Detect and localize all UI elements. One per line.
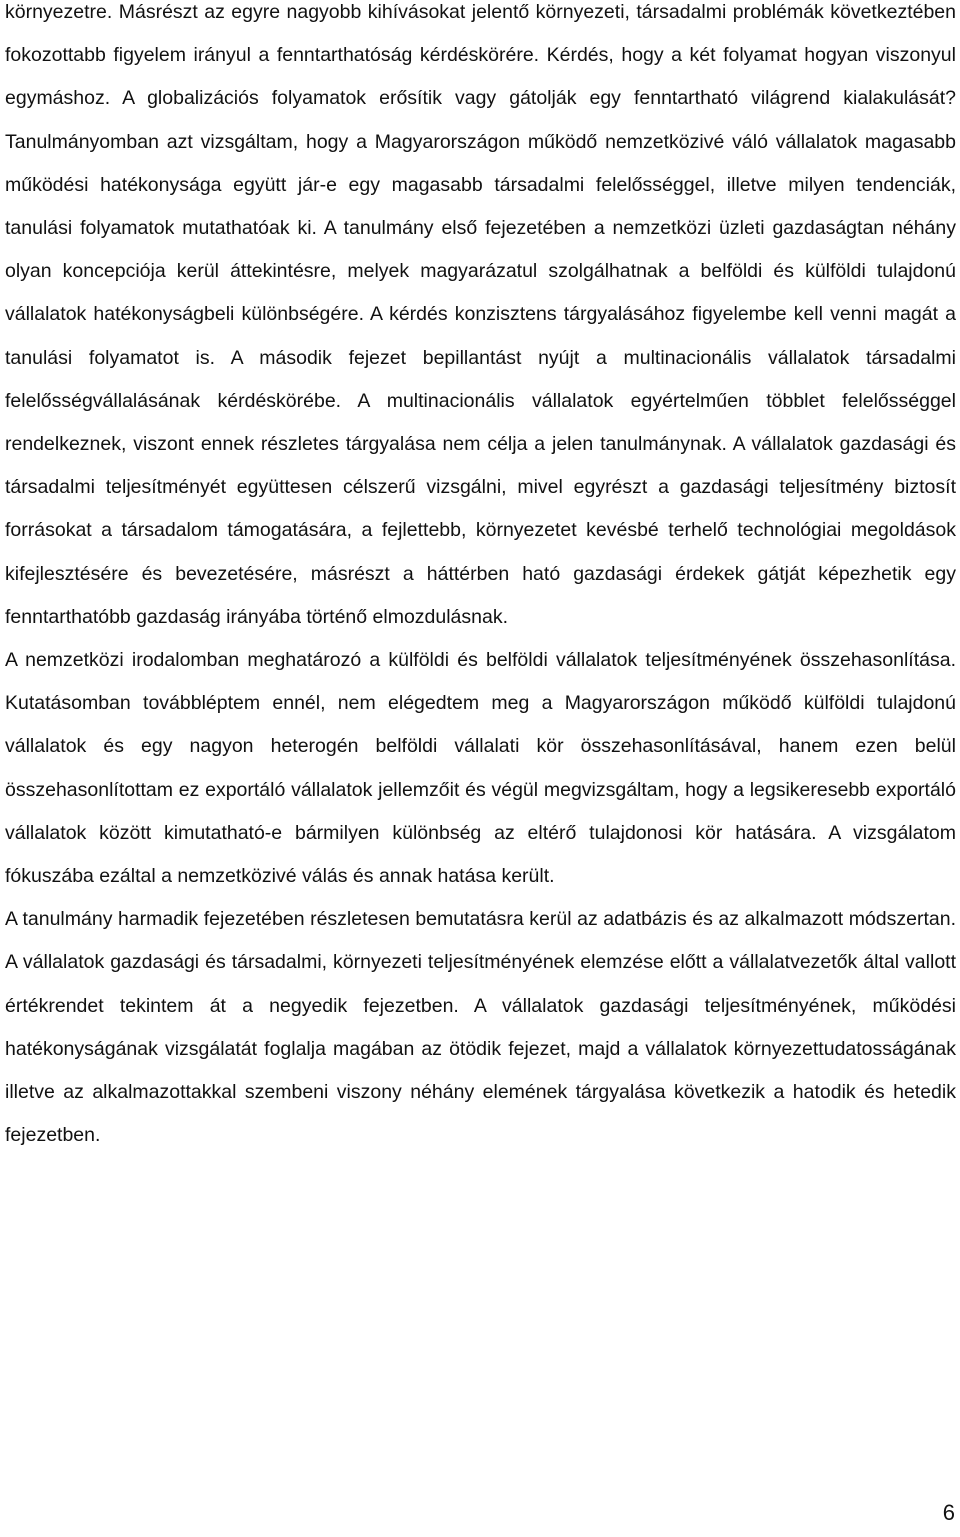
page-number: 6 xyxy=(942,1500,955,1525)
document-body xyxy=(5,0,956,1157)
paragraph-2: A nemzetközi irodalomban meghatározó a külföldi és belföldi vállalatok teljesítményének összehasonlítása. Kutatásomban továbbléptem ennél, nem elégedtem meg a Magyarországon működő külföldi tulajdonú vállalatok és egy nagyon heterogén belföldi vállalati kör összehasonlításával, hanem ezen belül összehasonlítottam ez exportáló vállalatok jellemzőit és végül megvizsgáltam, hogy a legsikeresebb exportáló vállalatok között kimutatható-e bármilyen különbség az eltérő tulajdonosi kör hatására. A vizsgálatom fókuszába ezáltal a nemzetközivé válás és annak hatása került. xyxy=(5,649,956,888)
paragraph-1: környezetre. Másrészt az egyre nagyobb kihívásokat jelentő környezeti, társadalmi problémák következtében fokozottabb figyelem irányul a fenntarthatóság kérdéskörére. Kérdés, hogy a két folyamat hogyan viszonyul egymáshoz. A globalizációs folyamatok erősítik vagy gátolják egy fenntartható világrend kialakulását? Tanulmányomban azt vizsgáltam, hogy a Magyarországon működő nemzetközivé váló vállalatok magasabb működési hatékonysága együtt jár-e egy magasabb társadalmi felelősséggel, illetve milyen tendenciák, tanulási folyamatok mutathatóak ki. A tanulmány első fejezetében a nemzetközi üzleti gazdaságtan néhány olyan koncepciója kerül áttekintésre, melyek magyarázatul szolgálhatnak a belföldi és külföldi tulajdonú vállalatok hatékonyságbeli különbségére. A kérdés konzisztens tárgyalásához figyelembe kell venni magát a tanulási folyamatot is. A második fejezet bepillantást nyújt a multinacionális vállalatok társadalmi felelősségvállalásának kérdéskörébe. A multinacionális vállalatok egyértelműen többlet felelősséggel rendelkeznek, viszont ennek részletes tárgyalása nem célja a jelen tanulmánynak. A vállalatok gazdasági és társadalmi teljesítményét együttesen célszerű vizsgálni, mivel egyrészt a gazdasági teljesítmény biztosít forrásokat a társadalom támogatására, a fejlettebb, környezetet kevésbé terhelő technológiai megoldások kifejlesztésére és bevezetésére, másrészt a háttérben ható gazdasági érdekek gátját képezhetik egy fenntarthatóbb gazdaság irányába történő elmozdulásnak. xyxy=(5,1,956,628)
paragraph-3: A tanulmány harmadik fejezetében részletesen bemutatásra kerül az adatbázis és az alkalmazott módszertan. A vállalatok gazdasági és társadalmi, környezeti teljesítményének elemzése előtt a vállalatvezetők által vallott értékrendet tekintem át a negyedik fejezetben. A vállalatok gazdasági teljesítményének, működési hatékonyságának vizsgálatát foglalja magában az ötödik fejezet, majd a vállalatok környezettudatosságának illetve az alkalmazottakkal szembeni viszony néhány elemének tárgyalása következik a hatodik és hetedik fejezetben. xyxy=(5,908,956,1147)
